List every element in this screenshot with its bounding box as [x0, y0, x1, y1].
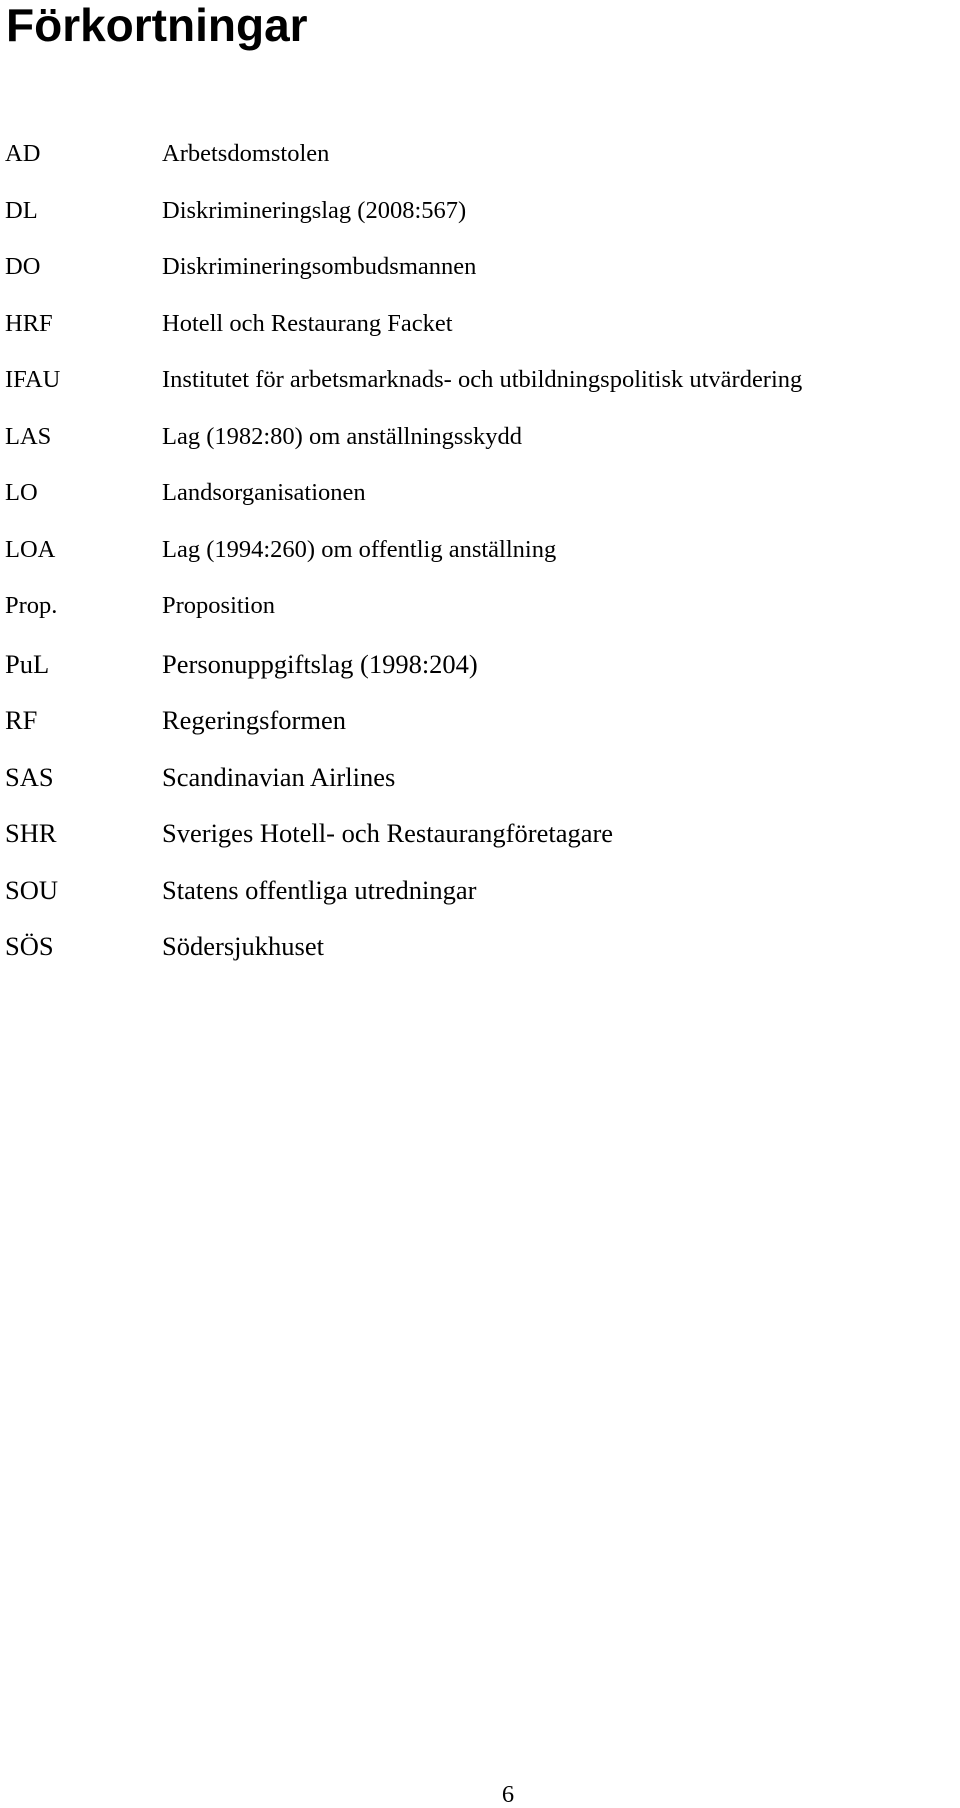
- abbreviation-term: LO: [5, 479, 38, 506]
- abbreviation-term: AD: [5, 140, 41, 167]
- abbreviation-row: [5, 875, 955, 932]
- abbreviation-term: LAS: [5, 422, 52, 450]
- abbreviation-row: [5, 931, 955, 988]
- abbreviation-definition: Regeringsformen: [162, 705, 346, 735]
- abbreviation-row: [5, 197, 955, 254]
- abbreviation-term: Prop.: [5, 592, 58, 619]
- abbreviation-definition: Scandinavian Airlines: [162, 761, 396, 792]
- abbreviation-row: [5, 818, 955, 875]
- abbreviation-definition: Landsorganisationen: [162, 479, 366, 506]
- page-title: Förkortningar: [6, 0, 308, 51]
- abbreviation-definition: Lag (1994:260) om offentlig anställning: [162, 535, 557, 563]
- abbreviation-definition: Institutet för arbetsmarknads- och utbildningspolitisk utvärdering: [162, 366, 803, 393]
- abbreviation-definition: Diskrimineringsombudsmannen: [162, 253, 477, 280]
- abbreviation-list: [5, 140, 955, 988]
- abbreviation-term: SAS: [5, 761, 54, 792]
- abbreviation-definition: Lag (1982:80) om anställningsskydd: [162, 422, 522, 450]
- abbreviation-definition: Arbetsdomstolen: [162, 140, 330, 167]
- page-number: 6: [501, 1781, 515, 1808]
- abbreviation-definition: Södersjukhuset: [162, 931, 324, 961]
- abbreviation-row: [5, 536, 955, 593]
- abbreviation-term: PuL: [5, 648, 50, 679]
- abbreviation-row: [5, 310, 955, 367]
- abbreviation-term: RF: [5, 705, 38, 735]
- abbreviation-term: HRF: [5, 309, 53, 337]
- abbreviation-definition: Hotell och Restaurang Facket: [162, 309, 453, 337]
- abbreviation-row: [5, 140, 955, 197]
- abbreviation-definition: Proposition: [162, 592, 275, 619]
- abbreviation-row: [5, 705, 955, 762]
- abbreviation-definition: Diskrimineringslag (2008:567): [162, 196, 467, 224]
- abbreviation-definition: Sveriges Hotell- och Restaurangföretagare: [162, 818, 614, 848]
- abbreviation-row: [5, 592, 955, 649]
- abbreviation-definition: Statens offentliga utredningar: [162, 874, 477, 905]
- abbreviation-row: [5, 366, 955, 423]
- abbreviation-term: SÖS: [5, 931, 54, 961]
- abbreviation-row: [5, 423, 955, 480]
- abbreviation-term: SHR: [5, 818, 57, 848]
- abbreviation-term: IFAU: [5, 366, 61, 393]
- abbreviation-term: DL: [5, 196, 38, 224]
- abbreviation-row: [5, 479, 955, 536]
- abbreviation-term: SOU: [5, 874, 59, 905]
- abbreviation-row: [5, 649, 955, 706]
- abbreviation-row: [5, 253, 955, 310]
- abbreviation-row: [5, 762, 955, 819]
- abbreviation-term: LOA: [5, 535, 56, 563]
- abbreviation-term: DO: [5, 253, 41, 280]
- abbreviation-definition: Personuppgiftslag (1998:204): [162, 648, 478, 679]
